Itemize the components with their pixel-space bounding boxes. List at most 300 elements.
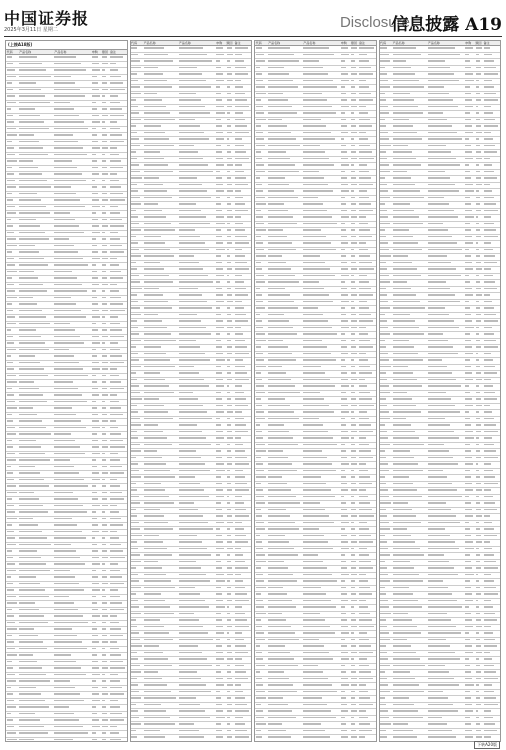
table-cell: [6, 504, 19, 510]
table-cell: [91, 244, 101, 250]
text-placeholder: [216, 353, 223, 354]
text-placeholder: [179, 138, 209, 139]
text-placeholder: [341, 359, 345, 360]
text-placeholder: [341, 450, 346, 451]
table-cell: [91, 257, 101, 263]
text-placeholder: [144, 658, 168, 659]
text-placeholder: [235, 593, 248, 594]
table-cell: [358, 59, 375, 65]
table-cell: [54, 504, 91, 510]
text-placeholder: [7, 602, 18, 603]
text-placeholder: [351, 249, 354, 250]
text-placeholder: [216, 626, 223, 627]
table-cell: [6, 712, 19, 718]
table-cell: [268, 228, 303, 234]
text-placeholder: [476, 138, 480, 139]
text-placeholder: [144, 158, 164, 159]
text-placeholder: [54, 687, 75, 688]
table-cell: [143, 560, 178, 566]
text-placeholder: [7, 732, 16, 733]
text-placeholder: [341, 385, 350, 386]
text-placeholder: [19, 284, 42, 285]
text-placeholder: [179, 561, 196, 562]
table-cell: [91, 666, 101, 672]
table-cell: [143, 274, 178, 280]
text-placeholder: [144, 132, 165, 133]
text-placeholder: [476, 80, 479, 81]
table-cell: [303, 254, 340, 260]
table-cell: [91, 588, 101, 594]
table-cell: [6, 400, 19, 406]
text-placeholder: [131, 502, 140, 503]
text-placeholder: [476, 158, 482, 159]
table-cell: [350, 631, 358, 637]
text-placeholder: [216, 522, 224, 523]
table-cell: [178, 202, 215, 208]
text-placeholder: [179, 541, 202, 542]
text-placeholder: [179, 340, 196, 341]
table-cell: [54, 413, 91, 419]
text-placeholder: [428, 60, 445, 61]
text-placeholder: [484, 158, 491, 159]
table-cell: [54, 335, 91, 341]
text-placeholder: [303, 411, 333, 412]
table-cell: [54, 348, 91, 354]
table-cell: [109, 296, 126, 302]
table-cell: [19, 133, 54, 139]
text-placeholder: [227, 210, 232, 211]
table-cell: [234, 690, 251, 696]
text-placeholder: [54, 654, 71, 655]
table-cell: [226, 729, 234, 735]
table-cell: [216, 384, 226, 390]
table-cell: [303, 397, 340, 403]
table-cell: [131, 352, 144, 358]
text-placeholder: [359, 522, 367, 523]
text-placeholder: [102, 89, 108, 90]
text-placeholder: [227, 372, 232, 373]
text-placeholder: [54, 76, 70, 77]
text-placeholder: [341, 190, 349, 191]
text-placeholder: [110, 310, 125, 311]
text-placeholder: [227, 366, 231, 367]
table-cell: [358, 241, 375, 247]
table-cell: [234, 573, 251, 579]
table-cell: [303, 72, 340, 78]
table-cell: [54, 237, 91, 243]
table-cell: [19, 731, 54, 737]
table-cell: [340, 462, 350, 468]
text-placeholder: [351, 515, 357, 516]
table-cell: [226, 527, 234, 533]
text-placeholder: [268, 145, 300, 146]
table-cell: [6, 348, 19, 354]
table-cell: [178, 430, 215, 436]
table-cell: [268, 59, 303, 65]
table-cell: [6, 166, 19, 172]
text-placeholder: [179, 548, 207, 549]
text-placeholder: [144, 593, 161, 594]
text-placeholder: [19, 154, 48, 155]
table-cell: [465, 137, 475, 143]
table-cell: [91, 621, 101, 627]
table-cell: [226, 586, 234, 592]
text-placeholder: [102, 667, 108, 668]
table-cell: [101, 218, 109, 224]
table-cell: [131, 92, 144, 98]
table-cell: [101, 536, 109, 542]
text-placeholder: [227, 119, 231, 120]
text-placeholder: [19, 492, 34, 493]
text-placeholder: [7, 706, 16, 707]
text-placeholder: [303, 554, 318, 555]
text-placeholder: [7, 680, 17, 681]
table-cell: [340, 306, 350, 312]
text-placeholder: [54, 115, 79, 116]
text-placeholder: [179, 281, 213, 282]
header-cell: 产品名称: [54, 50, 67, 54]
text-placeholder: [303, 320, 327, 321]
table-cell: [226, 59, 234, 65]
text-placeholder: [341, 177, 347, 178]
table-cell: [234, 326, 251, 332]
text-placeholder: [341, 262, 347, 263]
page-number: A19: [465, 15, 502, 35]
table-cell: [131, 709, 144, 715]
text-placeholder: [235, 678, 248, 679]
table-cell: [340, 670, 350, 676]
table-cell: [131, 235, 144, 241]
table-cell: [234, 521, 251, 527]
text-placeholder: [303, 619, 325, 620]
text-placeholder: [7, 102, 16, 103]
text-placeholder: [19, 297, 33, 298]
text-placeholder: [144, 99, 162, 100]
text-placeholder: [359, 379, 365, 380]
text-placeholder: [268, 314, 284, 315]
text-placeholder: [465, 138, 469, 139]
text-placeholder: [110, 667, 125, 668]
text-placeholder: [19, 563, 46, 564]
text-placeholder: [359, 158, 374, 159]
table-cell: [6, 107, 19, 113]
table-cell: [109, 205, 126, 211]
table-cell: [109, 432, 126, 438]
table-cell: [358, 202, 375, 208]
text-placeholder: [131, 333, 139, 334]
text-placeholder: [131, 249, 139, 250]
text-placeholder: [268, 723, 282, 724]
table-cell: [358, 66, 375, 72]
text-placeholder: [102, 459, 106, 460]
table-cell: [358, 209, 375, 215]
text-placeholder: [227, 203, 231, 204]
table-cell: [216, 657, 226, 663]
text-placeholder: [216, 203, 221, 204]
text-placeholder: [19, 108, 35, 109]
table-cell: [6, 647, 19, 653]
text-placeholder: [7, 414, 12, 415]
text-placeholder: [131, 619, 136, 620]
table-cell: [255, 722, 268, 728]
table-cell: [303, 729, 340, 735]
text-placeholder: [351, 509, 356, 510]
table-cell: [255, 157, 268, 163]
text-placeholder: [303, 457, 327, 458]
text-placeholder: [131, 509, 136, 510]
table-cell: [54, 549, 91, 555]
table-column: [379, 40, 502, 742]
text-placeholder: [7, 69, 15, 70]
table-cell: [131, 391, 144, 397]
text-placeholder: [227, 112, 230, 113]
text-placeholder: [110, 674, 118, 675]
table-cell: [268, 430, 303, 436]
table-cell: [101, 367, 109, 373]
text-placeholder: [268, 606, 296, 607]
text-placeholder: [216, 288, 221, 289]
table-cell: [268, 703, 303, 709]
text-placeholder: [351, 106, 357, 107]
text-placeholder: [110, 706, 120, 707]
text-placeholder: [92, 82, 98, 83]
text-placeholder: [19, 498, 39, 499]
text-placeholder: [303, 476, 321, 477]
text-placeholder: [19, 576, 36, 577]
text-placeholder: [179, 691, 211, 692]
text-placeholder: [393, 112, 423, 113]
table-cell: [392, 111, 427, 117]
text-placeholder: [303, 444, 337, 445]
text-placeholder: [256, 320, 262, 321]
text-placeholder: [179, 307, 212, 308]
text-placeholder: [227, 639, 231, 640]
table-cell: [109, 354, 126, 360]
table-cell: [255, 495, 268, 501]
table-cell: [178, 209, 215, 215]
text-placeholder: [256, 548, 264, 549]
table-cell: [358, 716, 375, 722]
text-placeholder: [131, 515, 137, 516]
table-cell: [483, 92, 500, 98]
text-placeholder: [110, 531, 117, 532]
text-placeholder: [54, 180, 86, 181]
table-cell: [226, 677, 234, 683]
table-cell: [380, 92, 393, 98]
text-placeholder: [54, 368, 83, 369]
table-cell: [303, 495, 340, 501]
table-cell: [350, 72, 358, 78]
table-cell: [226, 176, 234, 182]
text-placeholder: [7, 596, 16, 597]
text-placeholder: [216, 346, 222, 347]
table-cell: [6, 354, 19, 360]
text-placeholder: [179, 574, 206, 575]
table-cell: [234, 735, 251, 741]
text-placeholder: [256, 671, 261, 672]
text-placeholder: [102, 284, 108, 285]
text-placeholder: [110, 524, 123, 525]
text-placeholder: [351, 502, 355, 503]
table-cell: [91, 153, 101, 159]
table-cell: [19, 107, 54, 113]
table-cell: [226, 371, 234, 377]
text-placeholder: [268, 236, 287, 237]
text-placeholder: [179, 333, 211, 334]
text-placeholder: [303, 528, 319, 529]
table-cell: [216, 261, 226, 267]
table-cell: [358, 742, 375, 743]
table-cell: [255, 118, 268, 124]
table-cell: [19, 192, 54, 198]
table-cell: [234, 696, 251, 702]
table-cell: [268, 599, 303, 605]
table-cell: [6, 432, 19, 438]
text-placeholder: [428, 158, 456, 159]
text-placeholder: [359, 502, 370, 503]
text-placeholder: [179, 411, 208, 412]
text-placeholder: [92, 225, 99, 226]
text-placeholder: [476, 171, 480, 172]
text-placeholder: [92, 596, 96, 597]
table-cell: [6, 55, 19, 61]
table-cell: [226, 566, 234, 572]
text-placeholder: [110, 193, 123, 194]
table-cell: [340, 241, 350, 247]
table-cell: [340, 716, 350, 722]
text-placeholder: [484, 132, 491, 133]
table-cell: [6, 673, 19, 679]
text-placeholder: [131, 574, 138, 575]
table-cell: [255, 150, 268, 156]
text-placeholder: [179, 723, 195, 724]
text-placeholder: [380, 125, 386, 126]
text-placeholder: [92, 89, 99, 90]
table-cell: [234, 443, 251, 449]
table-cell: [216, 417, 226, 423]
text-placeholder: [19, 732, 48, 733]
text-placeholder: [131, 665, 140, 666]
table-cell: [54, 530, 91, 536]
text-placeholder: [7, 160, 17, 161]
table-cell: [101, 413, 109, 419]
table-cell: [54, 296, 91, 302]
text-placeholder: [144, 320, 163, 321]
text-placeholder: [341, 93, 346, 94]
text-placeholder: [102, 713, 107, 714]
text-placeholder: [216, 158, 223, 159]
table-cell: [268, 573, 303, 579]
table-cell: [6, 439, 19, 445]
table-cell: [101, 627, 109, 633]
table-cell: [143, 495, 178, 501]
table-cell: [109, 140, 126, 146]
table-cell: [475, 105, 483, 111]
table-cell: [19, 653, 54, 659]
text-placeholder: [179, 697, 196, 698]
table-cell: [340, 482, 350, 488]
text-placeholder: [351, 242, 357, 243]
text-placeholder: [256, 405, 262, 406]
text-placeholder: [110, 147, 117, 148]
text-placeholder: [359, 665, 369, 666]
text-placeholder: [303, 268, 329, 269]
table-cell: [109, 536, 126, 542]
table-cell: [392, 72, 427, 78]
table-cell: [109, 549, 126, 555]
text-placeholder: [102, 173, 108, 174]
table-cell: [255, 560, 268, 566]
table-cell: [392, 79, 427, 85]
text-placeholder: [216, 606, 224, 607]
table-cell: [101, 504, 109, 510]
text-placeholder: [256, 593, 262, 594]
table-cell: [178, 742, 215, 743]
table-cell: [216, 150, 226, 156]
text-placeholder: [19, 674, 46, 675]
table-cell: [6, 322, 19, 328]
text-placeholder: [92, 570, 97, 571]
text-placeholder: [341, 509, 347, 510]
text-placeholder: [179, 593, 200, 594]
table-cell: [109, 263, 126, 269]
table-cell: [303, 540, 340, 546]
table-cell: [143, 709, 178, 715]
table-cell: [268, 612, 303, 618]
text-placeholder: [7, 635, 13, 636]
text-placeholder: [359, 619, 372, 620]
text-placeholder: [341, 301, 349, 302]
table-cell: [303, 105, 340, 111]
table-cell: [226, 183, 234, 189]
table-cell: [268, 482, 303, 488]
text-placeholder: [303, 639, 319, 640]
text-placeholder: [268, 177, 285, 178]
table-cell: [358, 547, 375, 553]
text-placeholder: [216, 541, 222, 542]
table-cell: [91, 458, 101, 464]
text-placeholder: [227, 619, 232, 620]
table-cell: [255, 657, 268, 663]
table-cell: [255, 625, 268, 631]
text-placeholder: [359, 216, 366, 217]
table-cell: [303, 605, 340, 611]
text-placeholder: [256, 717, 265, 718]
table-cell: [340, 664, 350, 670]
text-placeholder: [19, 414, 37, 415]
table-cell: [178, 423, 215, 429]
text-placeholder: [131, 522, 138, 523]
text-placeholder: [268, 665, 298, 666]
text-placeholder: [110, 505, 117, 506]
text-placeholder: [428, 106, 458, 107]
text-placeholder: [351, 223, 354, 224]
table-cell: [226, 456, 234, 462]
text-placeholder: [227, 275, 230, 276]
table-cell: [6, 510, 19, 516]
table-cell: [465, 72, 475, 78]
text-placeholder: [7, 297, 17, 298]
text-placeholder: [110, 576, 122, 577]
text-placeholder: [7, 232, 15, 233]
text-placeholder: [235, 691, 244, 692]
text-placeholder: [7, 329, 12, 330]
table-cell: [358, 105, 375, 111]
table-cell: [91, 224, 101, 230]
table-cell: [234, 722, 251, 728]
text-placeholder: [92, 290, 96, 291]
table-cell: [6, 315, 19, 321]
